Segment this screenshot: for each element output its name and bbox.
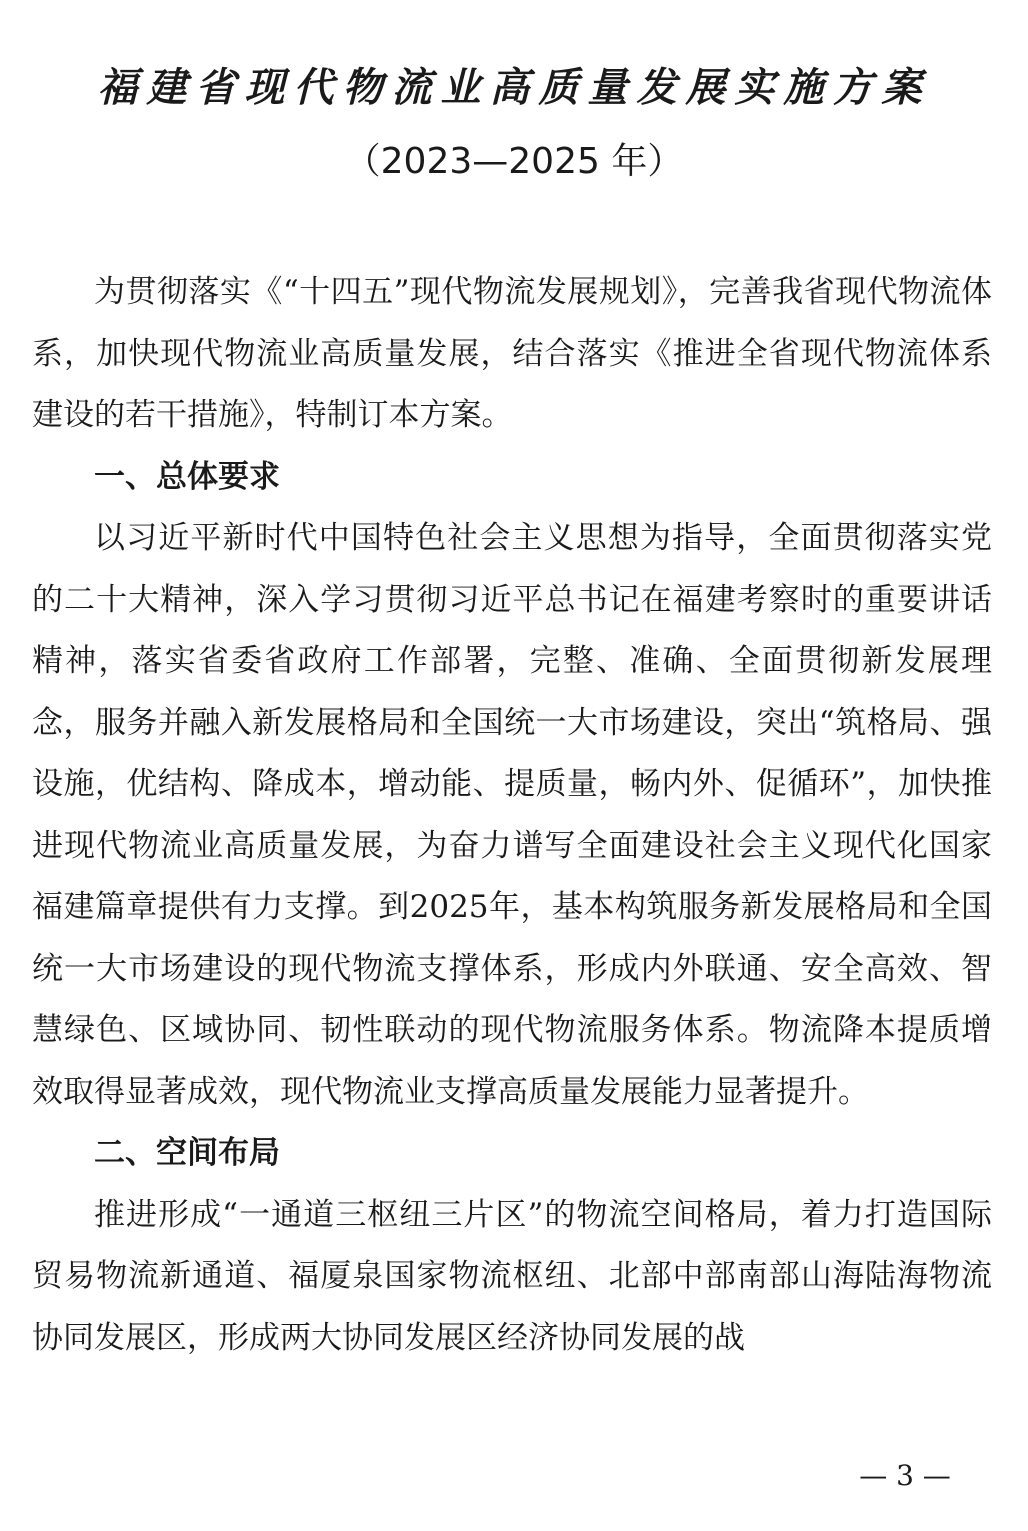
document-title: 福建省现代物流业高质量发展实施方案 — [97, 64, 931, 111]
document-subtitle: （2023—2025 年） — [344, 141, 684, 182]
page-number: — 3 — — [859, 1459, 951, 1492]
section-heading-general-requirements: 一、总体要求 — [94, 458, 280, 495]
general-requirements-paragraph: 以习近平新时代中国特色社会主义思想为指导，全面贯彻落实党的二十大精神，深入学习贯彻习近平总书记在福建考察时的重要讲话精神，落实省委省政府工作部署，完整、准确、全面贯彻新发展理念，服务并融入新发展格局和全国统一大市场建设，突出“筑格局、强设施，优结构、降成本，增动能、提质量，畅内外、促循环”，加快推进现代物流业高质量发展，为奋力谱写全面建设社会主义现代化国家福建篇章提供有力支撑。到2025年，基本构筑服务新发展格局和全国统一大市场建设的现代物流支撑体系，形成内外联通、安全高效、智慧绿色、区域协同、韧性联动的现代物流服务体系。物流降本提质增效取得显著成效，现代物流业支撑高质量发展能力显著提升。 — [32, 520, 992, 1110]
intro-paragraph: 为贯彻落实《“十四五”现代物流发展规划》，完善我省现代物流体系，加快现代物流业高质量发展，结合落实《推进全省现代物流体系建设的若干措施》，特制订本方案。 — [32, 274, 992, 433]
section-heading-spatial-layout: 二、空间布局 — [94, 1135, 280, 1171]
spatial-layout-paragraph: 推进形成“一通道三枢纽三片区”的物流空间格局，着力打造国际贸易物流新通道、福厦泉国家物流枢纽、北部中部南部山海陆海物流协同发展区，形成两大协同发展区经济协同发展的战 — [32, 1196, 992, 1356]
document-body — [32, 262, 992, 1369]
